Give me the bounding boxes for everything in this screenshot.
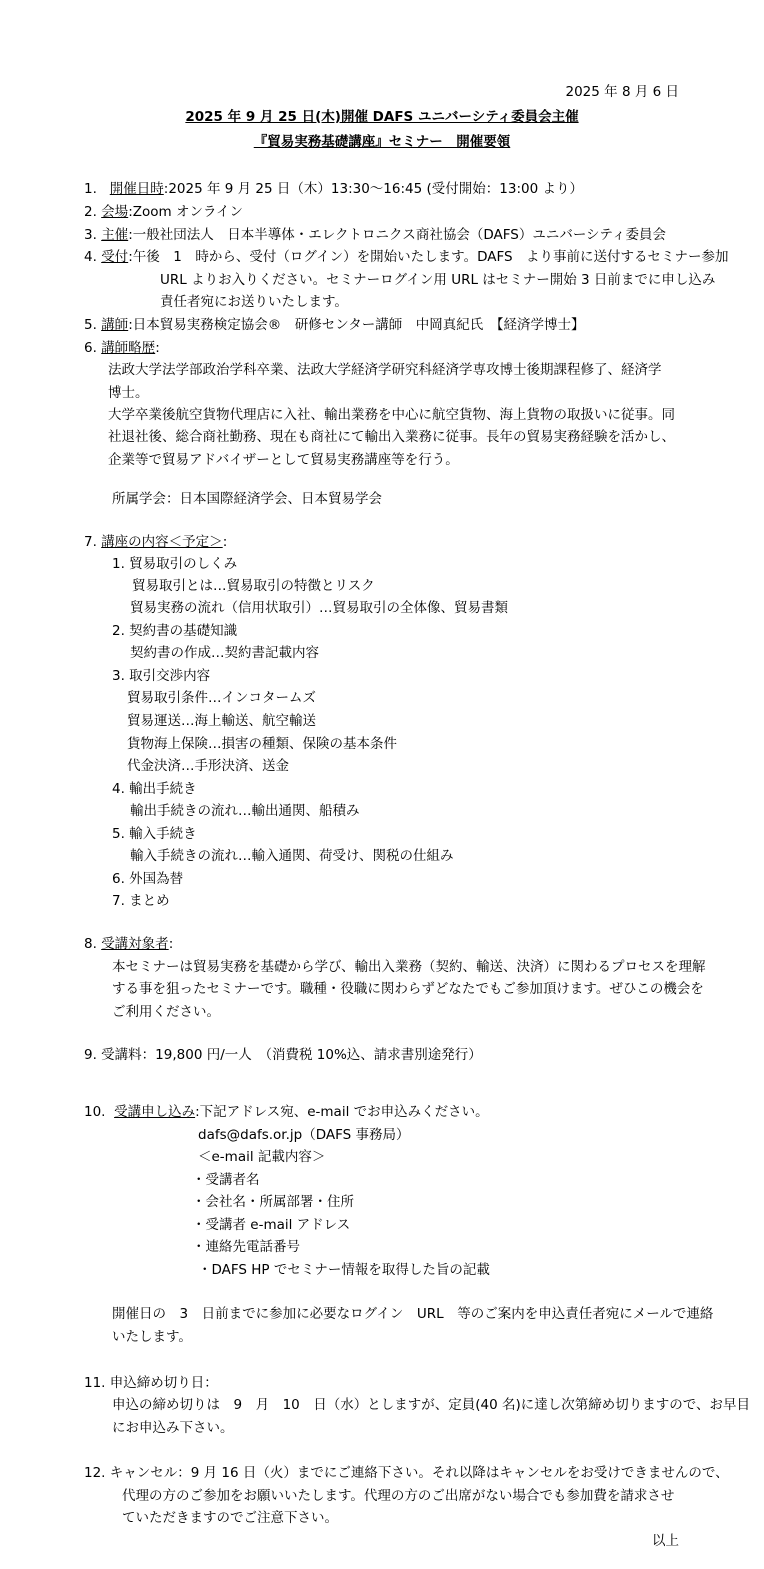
course-subitem: 輸出手続きの流れ…輸出通関、船積み [130,803,360,819]
section-label: 受付 [101,249,129,265]
cancel-line-3: ていただきますのでご注意下さい。 [122,1510,338,1526]
section-5 [84,316,584,334]
title-line-1: 2025 年 9 月 25 日(木)開催 DAFS ユニバーシティ委員会主催 [185,109,579,125]
section-12: 12. キャンセル：9 月 16 日（火）までにご連絡下さい。それ以降はキャンセルをお受けできませんので、 [84,1465,729,1481]
closing: 以上 [652,1533,679,1549]
section-3 [84,226,666,244]
course-item: 2. 契約書の基礎知識 [112,623,238,639]
cancel-line-2: 代理の方のご参加をお願いいたします。代理の方のご出席がない場合でも参加費を請求させ [122,1488,675,1504]
section-4-line-3: 責任者宛にお送りいたします。 [160,294,348,310]
section-number: 6. [84,340,97,356]
section-label: 講師 [101,317,129,333]
section-2 [84,203,243,221]
email-item: ・DAFS HP でセミナー情報を取得した旨の記載 [198,1262,490,1278]
login-note-line-1: 開催日の 3 日前までに参加に必要なログイン URL 等のご案内を申込責任者宛にメールで連絡 [112,1306,714,1322]
course-item: 5. 輸入手続き [112,826,197,842]
section-label: 受講申し込み [114,1104,196,1120]
course-subitem: 代金決済…手形決済、送金 [127,758,289,774]
section-text: :Zoom オンライン [128,204,244,220]
section-label: 受講対象者 [101,936,169,952]
course-item: 1. 貿易取引のしくみ [112,556,238,572]
course-subitem: 貨物海上保険…損害の種類、保険の基本条件 [127,736,397,752]
course-subitem: 貿易実務の流れ（信用状取引）…貿易取引の全体像、貿易書類 [130,600,508,616]
section-text: : [168,936,174,952]
course-subitem: 契約書の作成…契約書記載内容 [130,645,319,661]
section-label: 開催日時 [109,181,164,197]
course-subitem: 輸入手続きの流れ…輸入通関、荷受け、関税の仕組み [130,848,454,864]
section-label: 講師略歴 [101,340,156,356]
bio-line-1: 法政大学法学部政治学科卒業、法政大学経済学研究科経済学専攻博士後期課程修了、経済学 [108,362,662,378]
target-line-2: する事を狙ったセミナーです。職種・役職に関わらずどなたでもご参加頂けます。ぜひこの機会を [112,981,704,997]
bio-line-4: 社退社後、総合商社勤務、現在も商社にて輸出入業務に従事。長年の貿易実務経験を活かし、 [108,429,675,445]
section-text: : [155,340,160,356]
title-line-2: 『貿易実務基礎講座』セミナー 開催要領 [253,134,511,150]
affiliation: 所属学会：日本国際経済学会、日本貿易学会 [112,491,382,507]
section-label: 主催 [101,227,129,243]
deadline-line-2: にお申込み下さい。 [112,1420,234,1436]
section-text: :日本貿易実務検定協会® 研修センター講師 中岡真紀氏 【経済学博士】 [128,317,585,333]
section-8 [84,935,173,953]
target-line-3: ご利用ください。 [112,1004,220,1020]
bio-line-2: 博士。 [108,385,149,401]
section-text: :一般社団法人 日本半導体・エレクトロニクス商社協会（DAFS）ユニバーシティ委員会 [128,227,666,243]
target-line-1: 本セミナーは貿易実務を基礎から学び、輸出入業務（契約、輸送、決済）に関わるプロセスを理解 [112,959,706,975]
section-text: :午後 1 時から、受付（ログイン）を開始いたします。DAFS より事前に送付するセミナー参加 [128,249,729,265]
section-9-fee: 9. 受講料：19,800 円/一人 （消費税 10%込、請求書別途発行） [84,1047,482,1063]
course-subitem: 貿易運送…海上輸送、航空輸送 [127,713,316,729]
deadline-line-1: 申込の締め切りは 9 月 10 日（水）としますが、定員(40 名)に達し次第締め切りますので、お早目 [112,1397,750,1413]
course-subitem: 貿易取引とは…貿易取引の特徴とリスク [132,578,375,594]
section-text: : [222,534,228,550]
section-text: :2025 年 9 月 25 日（木）13:30～16:45 (受付開始：13:00 より） [163,181,583,197]
course-item: 7. まとめ [112,893,170,909]
email-item: ・受講者 e-mail アドレス [192,1217,351,1233]
document-date: 2025 年 8 月 6 日 [565,84,679,100]
section-number: 7. [84,534,97,550]
course-subitem: 貿易取引条件…インコタームズ [127,690,316,706]
section-10 [84,1103,489,1121]
section-number: 4. [84,249,97,265]
email-item: ・受講者名 [192,1172,260,1188]
section-number: 5. [84,317,97,333]
email-item: ・会社名・所属部署・住所 [192,1194,354,1210]
section-4 [84,248,729,266]
contact-email: dafs@dafs.or.jp（DAFS 事務局） [198,1127,410,1143]
email-contents-heading: ＜e-mail 記載内容＞ [198,1149,326,1165]
course-item: 4. 輸出手続き [112,781,197,797]
section-number: 2. [84,204,97,220]
section-1 [84,180,583,198]
course-item: 3. 取引交渉内容 [112,668,211,684]
section-number: 8. [84,936,97,952]
section-label: 講座の内容＜予定＞ [101,534,223,550]
course-item: 6. 外国為替 [112,871,184,887]
login-note-line-2: いたします。 [112,1329,192,1345]
section-label: 会場 [101,204,129,220]
section-4-line-2: URL よりお入りください。セミナーログイン用 URL はセミナー開始 3 日前までに申し込み [160,272,716,288]
bio-line-3: 大学卒業後航空貨物代理店に入社、輸出業務を中心に航空貨物、海上貨物の取扱いに従事。同 [108,407,675,423]
section-number: 10. [84,1104,106,1120]
section-7 [84,533,227,551]
section-number: 3. [84,227,97,243]
section-11: 11. 申込締め切り日： [84,1375,218,1391]
section-6 [84,339,160,357]
section-text: :下記アドレス宛、e-mail でお申込みください。 [195,1104,489,1120]
bio-line-5: 企業等で貿易アドバイザーとして貿易実務講座等を行う。 [108,452,459,468]
section-number: 1. [84,181,97,197]
email-item: ・連絡先電話番号 [192,1239,300,1255]
